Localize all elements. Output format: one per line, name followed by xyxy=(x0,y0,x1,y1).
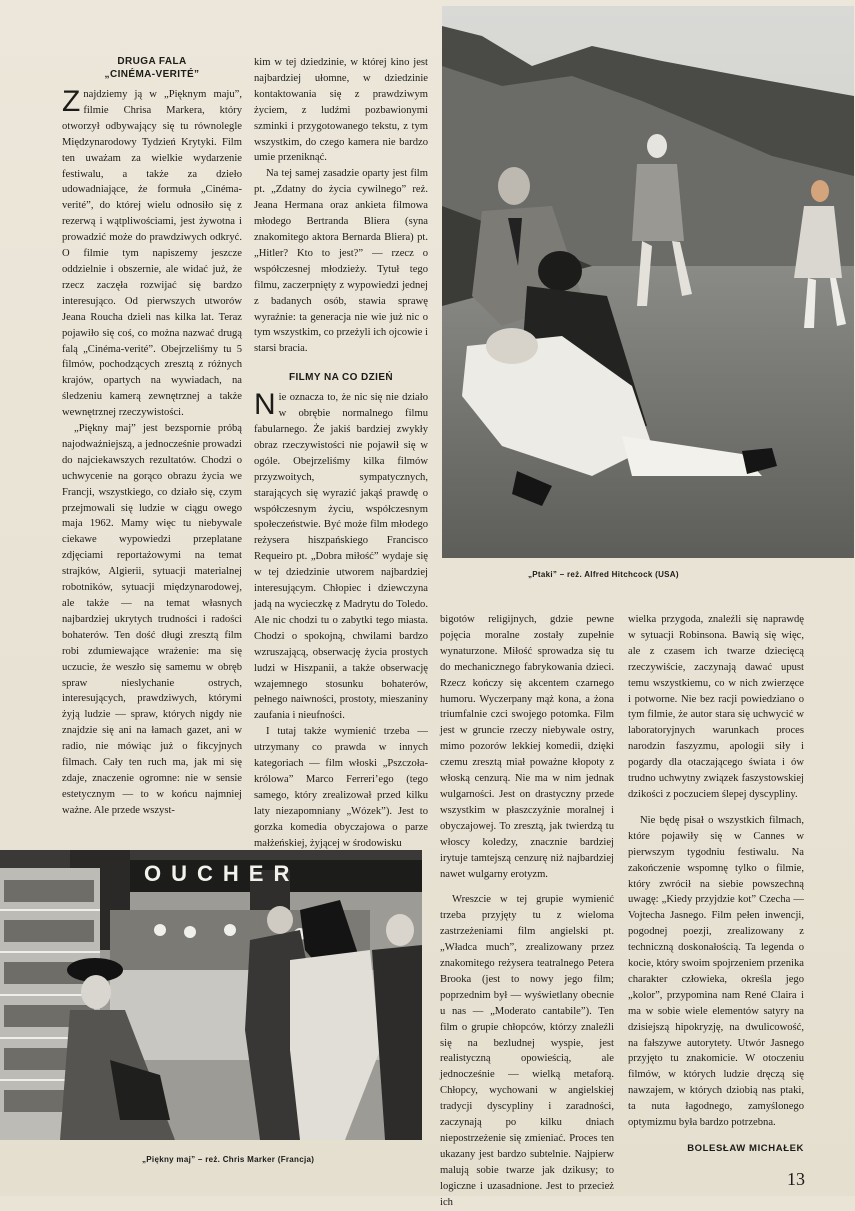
article-column-3 xyxy=(440,612,614,1208)
paragraph: bigotów religijnych, gdzie pewne pojęcia moralne zostały zupełnie wynaturzone. Miłość sprowadza się tu do mechanicznego fabrykowania dzieci. Rzecz kończy się akcentem czarnego humoru. Wyczerpany mąż kona, a żona triumfalnie czci swojego potomka. Film jest w gruncie rzeczy niebywale ostry, mimo pozorów lekkiej komedii, dzięki czemu zresztą miał poważne kłopoty z włoską cenzurą. Nie ma w nim jednak wulgarności. Jest on drastyczny przede wszystkim w płaszczyźnie moralnej i obyczajowej. To zresztą, jak twierdzą tu włoscy koledzy, znacznie bardziej irytuje tamtejszą cenzurę niż najbardziej nawet wulgarny erotyzm. xyxy=(440,614,614,880)
paragraph: Na tej samej zasadzie oparty jest film pt. „Zdatny do życia cywilnego” reż. Jeana Hermana oraz ankieta filmowa młodego Bertranda Bliera (syna znakomitego aktora Bernarda Bliera) pt. „Hitler? Kto to jest?” — rzecz o współczesnej młodzieży. Tytuł tego filmu, zaczerpnięty z wypowiedzi jednej z badanych osób, stawia sprawę wyraźnie: ta generacja nie wie już nic o tym wszystkim, co przeżyli ich ojcowie i starsi bracia. xyxy=(254,168,428,355)
photo-caption-ptaki: „Ptaki” – reż. Alfred Hitchcock (USA) xyxy=(528,570,679,579)
photo-ptaki xyxy=(442,6,854,558)
paragraph: kim w tej dziedzinie, w której kino jest najbardziej ułomne, w dziedzinie kontaktowania się z prawdziwym życiem, z ludźmi pozbawionymi szminki i przygotowanego tekstu, z tym wszystkim, do czego kamera nie bardzo umie przeniknąć. xyxy=(254,57,428,164)
paragraph: wielka przygoda, znaleźli się naprawdę w sytuacji Robinsona. Bawią się więc, ale z czasem ich twarze dziecięcą rzeczywiście, zaczynają dawać upust temu wszystkiemu, co w nich zwierzęce i potworne. Nie bez racji powiedziano o tym filmie, że autor stara się uchwycić w laboratoryjnych warunkach proces narodzin faszyzmu, apologii siły i pogardy dla otaczającego świata i ów trudno uchwytny związek faszystowskiej dzikości z poczuciem ślepej dyscypliny. xyxy=(628,614,804,800)
paragraph: Znajdziemy ją w „Pięknym maju”, filmie Chrisa Markera, który otworzył odbywający się tu równolegle Międzynarodowy Tydzień Krytyki. Film ten uważam za wielkie wydarzenie festiwalu, a także za dzieło udowadniające, że formuła „Cinéma-verité”, do której wielu odnosiło się z rezerwą i wątpliwościami, jest żywotna i prowadzić może do prawdziwych odkryć. O filmie tym napiszemy jeszcze oddzielnie i obszernie, ale widać już, że rzecz zaczęła rozwijać się bardzo interesująco. Od pierwszych utworów Jeana Roucha dzieli nas kilka lat. Teraz pojawiło się coś, co można nazwać drugą falą „Cinéma-verité”. Obejrzeliśmy tu 5 filmów, pochodzących zresztą z różnych krajów, opartych na wywiadach, na śledzeniu kamerą zewnętrznej a także wewnętrznej rzeczywistości. xyxy=(62,85,242,419)
paragraph: Nie będę pisał o wszystkich filmach, które pojawiły się w Cannes w pierwszym tygodniu festiwalu. Na zakończenie wspomnę tylko o filmie, który zwrócił na siebie powszechną uwagę: „Kiedy przyjdzie kot” Czecha — Vojtecha Jasnego. Film pełen inwencji, pogodnej poezji, zrealizowany z techniczną doskonałością. Ta legenda o kocie, który swoim spojrzeniem przenika charakter człowieka, określa jego „kolor”, przypomina nam René Claira i ma w sobie wiele elementów satyry na dzisiejszą hipokryzję, na dwulicowość, na fałszywe autorytety. Utwór Jasnego przyjęto tu znakomicie. W otoczeniu filmów, w których ludzie dręczą się nawzajem, w których dziobią nas ptaki, ta nuta łagodnego, zamyślonego optymizmu była bardzo potrzebna. xyxy=(628,814,804,1129)
shop-sign-text: OUCHER xyxy=(144,861,300,886)
author-signature: BOLESŁAW MICHAŁEK xyxy=(687,1143,804,1154)
page-number: 13 xyxy=(787,1169,805,1189)
paragraph: Nie oznacza to, że nic się nie działo w obrębie normalnego filmu fabularnego. Że jakiś bardziej zwykły obraz rzeczywistości nie pojawił się w ogóle. Obejrzeliśmy kilka filmów przyzwoitych, sympatycznych, starających się wyrazić jakąś prawdę o współczesnym życiu, współczesnym społeczeństwie. Być może film młodego reżysera hiszpańskiego Francisco Requeiro pt. „Dobra miłość” wydaje się w tej dziedzinie utworem najbardziej interesującym. Chłopiec i dziewczyna jadą na wycieczkę z Madrytu do Toledo. Ale nic chodzi tu o zabytki tego miasta. Chodzi o spokojną, chwilami bardzo wzruszającą, obserwację życia prostych ludzi w Hiszpanii, a także obserwację wzajemnego stosunku bohaterów, pełnego naiwności, prostoty, mieszaniny zaufania i nieufności. xyxy=(254,388,428,722)
article-column-2 xyxy=(254,55,428,849)
photo-caption-piekny-maj: „Piękny maj” – reż. Chris Marker (Francja) xyxy=(142,1155,315,1164)
photo-piekny-maj-illustration xyxy=(0,850,422,1140)
drop-cap: N xyxy=(254,388,276,422)
drop-cap: Z xyxy=(62,85,81,118)
photo-ptaki-illustration xyxy=(442,6,854,558)
article-column-1 xyxy=(62,55,242,840)
section-heading-cinema-verite: DRUGA FALA „CINÉMA-VERITÉ” xyxy=(104,56,200,80)
paragraph: Wreszcie w tej grupie wymienić trzeba przyjęty tu z wieloma zastrzeżeniami film angielski pt. „Władca much”, zrealizowany przez znakomitego reżysera teatralnego Petera Brooka (jest to nowy jego film; poprzednim był — wyświetlany obecnie u nas — „Moderato cantabile”). Ten film o grupie chłopców, którzy znaleźli się na bezludnej wyspie, jest realistyczną opowieścią, ale jednocześnie — wielką metaforą. Chłopcy, wychowani w angielskiej tradycji dyscypliny i zaradności, zaczynają po kilku dniach niepostrzeżenie się zmieniać. Proces ten ukazany jest bardzo subtelnie. Najpierw malują sobie twarze jak dzikusy; to logiczne i uzasadnione. Jest to przecież ich xyxy=(440,894,614,1208)
paragraph: I tutaj także wymienić trzeba — utrzymany co prawda w innych kategoriach — film włoski „Pszczoła-królowa” Marco Ferreri’ego (tego samego, który zrealizował przed kilku laty niezapomniany „Wózek”). Jest to gorzka komedia obyczajowa o parze małżeńskiej, żyjącej w środowisku xyxy=(254,726,428,849)
paragraph: „Piękny maj” jest bezspornie próbą najodważniejszą, a jednocześnie prowadzi do najciekawszych rezultatów. Chodzi o uchwycenie na gorąco obrazu życia we Francji, wszystkiego, co działo się, czym przejmowali się ludzie w ciągu owego maja 1962. Mamy więc tu niebywale ciekawe wypowiedzi przeplatane zdjęciami reportażowymi na temat strajków, Algierii, sytuacji materialnej robotników, sytuacji międzynarodowej, ale także — na temat własnych najbardziej ukrytych trudności i radości bohaterów. Ten dość długi zresztą film robi zdumiewające wrażenie: ma się uczucie, że weszło się samemu w obręb spraw nieslychanie ostrych, interesujących, prawdziwych, którymi żyją ludzie — spraw, których nigdy nie znajdzie się ani na łamach gazet, ani w radio, nie mówiąc już o fikcyjnych filmach. Cały ten ruch ma, jak mi się zdaje, znaczenie ogromne: nie w sensie estetycznym — to w końcu najmniej ważne. Ale przede wszyst- xyxy=(62,423,242,816)
section-heading-filmy: FILMY NA CO DZIEŃ xyxy=(288,372,394,384)
article-column-4 xyxy=(628,612,804,1167)
shop-sign-overlay xyxy=(140,860,430,888)
photo-piekny-maj xyxy=(0,850,422,1140)
